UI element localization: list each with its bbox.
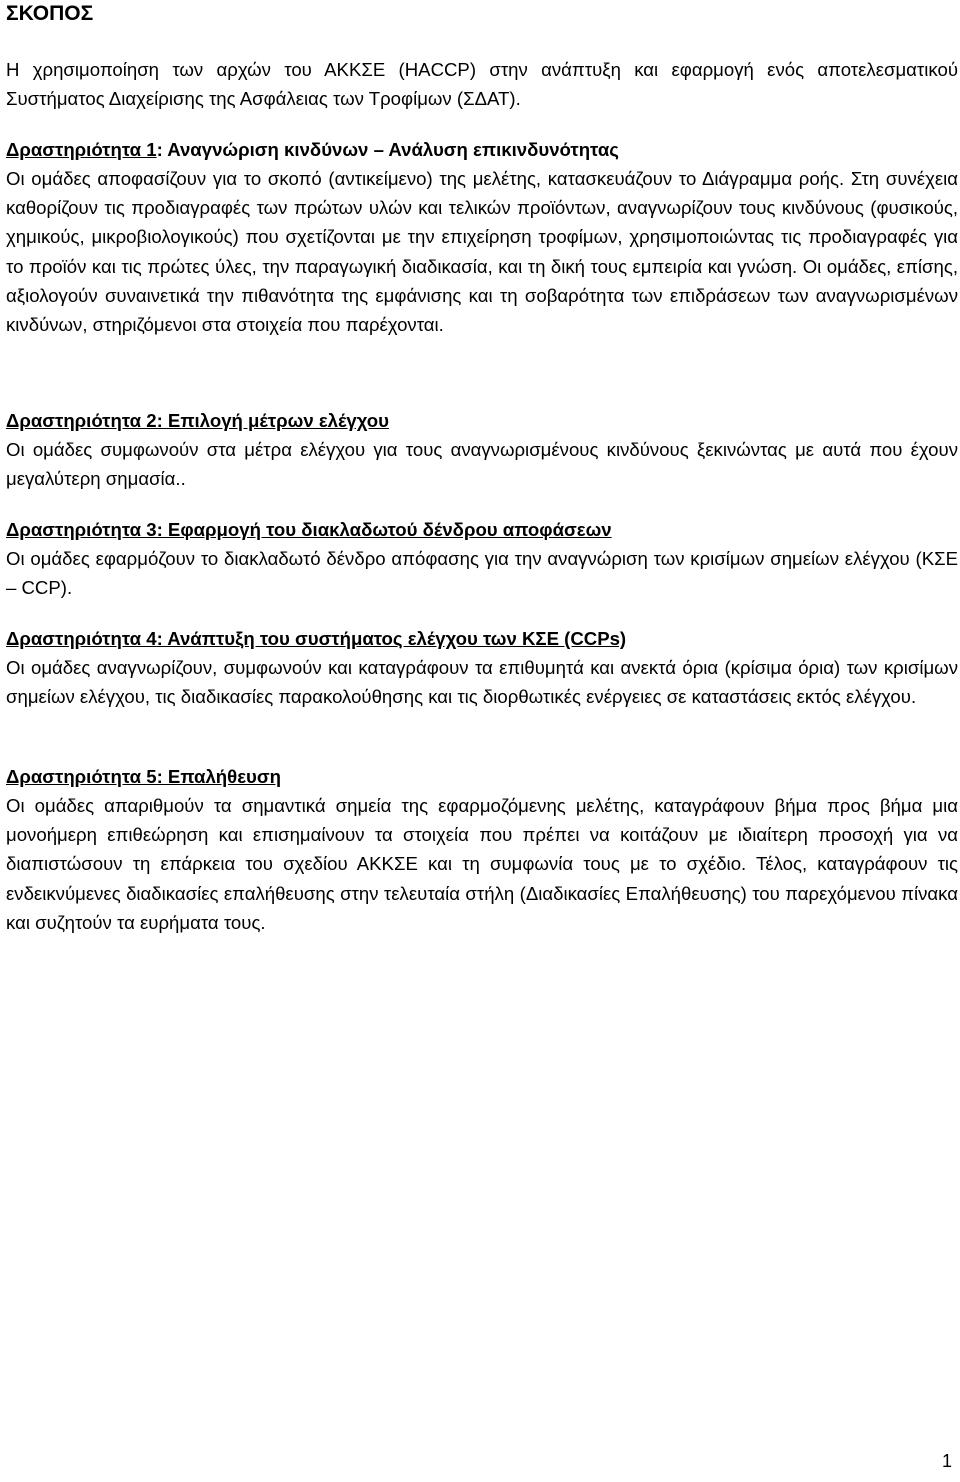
activity-3-heading bbox=[6, 515, 612, 544]
page-title: ΣΚΟΠΟΣ bbox=[6, 2, 94, 25]
activity-3-title: : Εφαρμογή του διακλαδωτού δένδρου αποφάσεων bbox=[156, 519, 612, 540]
activity-1-heading bbox=[6, 135, 619, 164]
activity-4-label: Δραστηριότητα 4 bbox=[6, 628, 157, 649]
activity-5-label: Δραστηριότητα 5 bbox=[6, 766, 157, 787]
activity-5-body: Οι ομάδες απαριθμούν τα σημαντικά σημεία της εφαρμοζόμενης μελέτης, καταγράφουν βήμα προς βήμα μια μονοήμερη επιθεώρηση και επισημαίνουν τα στοιχεία που πρέπει να κοιτάζουν με ιδιαίτερη προσοχή για να διαπιστώσουν τη επάρκεια του σχεδίου ΑΚΚΣΕ και τη συμφωνία τους με το σχέδιο. Τέλος, καταγράφουν τις ενδεικνύμενες διαδικασίες επαλήθευσης στην τελευταία στήλη (Διαδικασίες Επαλήθευσης) του παρεχόμενου πίνακα και συζητούν τα ευρήματα τους. bbox=[6, 795, 958, 933]
activity-2-title: : Επιλογή μέτρων ελέγχου bbox=[156, 410, 389, 431]
activity-3-body: Οι ομάδες εφαρμόζουν το διακλαδωτό δένδρο απόφασης για την αναγνώριση των κρισίμων σημείων ελέγχου (ΚΣΕ – CCP). bbox=[6, 548, 958, 599]
activity-2-body: Οι ομάδες συμφωνούν στα μέτρα ελέγχου για τους αναγνωρισμένους κινδύνους ξεκινώντας με αυτά που έχουν μεγαλύτερη σημασία.. bbox=[6, 439, 958, 490]
activity-4-body: Οι ομάδες αναγνωρίζουν, συμφωνούν και καταγράφουν τα επιθυμητά και ανεκτά όρια (κρίσιμα όρια) των κρισίμων σημείων ελέγχου, τις διαδικασίες παρακολούθησης και τις διορθωτικές ενέργειες σε καταστάσεις εκτός ελέγχου. bbox=[6, 657, 958, 708]
intro-paragraph: Η χρησιμοποίηση των αρχών του ΑΚΚΣΕ (HACCP) στην ανάπτυξη και εφαρμογή ενός αποτελεσματικού Συστήματος Διαχείρισης της Ασφάλειας των Τροφίμων (ΣΔΑΤ). bbox=[6, 59, 958, 110]
activity-1-body: Οι ομάδες αποφασίζουν για το σκοπό (αντικείμενο) της μελέτης, κατασκευάζουν το Διάγραμμα ροής. Στη συνέχεια καθορίζουν τις προδιαγραφές των πρώτων υλών και τελικών προϊόντων, αναγνωρίζουν τους κινδύνους (φυσικούς, χημικούς, μικροβιολογικούς) που σχετίζονται με την επιχείρηση τροφίμων, χρησιμοποιώντας τις προδιαγραφές για το προϊόν και τις πρώτες ύλες, την παραγωγική διαδικασία, και τη δική τους εμπειρία και γνώση. Οι ομάδες, επίσης, αξιολογούν συναινετικά την πιθανότητα της εμφάνισης και τη σοβαρότητα των επιδράσεων των αναγνωρισμένων κινδύνων, στηριζόμενοι στα στοιχεία που παρέχονται. bbox=[6, 168, 958, 336]
activity-1-title: : Αναγνώριση κινδύνων – Ανάλυση επικινδυνότητας bbox=[156, 139, 619, 160]
activity-5-title: : Επαλήθευση bbox=[156, 766, 281, 787]
activity-5-heading bbox=[6, 762, 281, 791]
activity-1-label: Δραστηριότητα 1 bbox=[6, 139, 157, 160]
activity-4-heading bbox=[6, 624, 626, 653]
page-number: 1 bbox=[941, 1451, 952, 1471]
activity-4-title: : Ανάπτυξη του συστήματος ελέγχου των ΚΣΕ (CCPs) bbox=[156, 628, 627, 649]
activity-2-label: Δραστηριότητα 2 bbox=[6, 410, 157, 431]
activity-2-heading bbox=[6, 406, 389, 435]
activity-3-label: Δραστηριότητα 3 bbox=[6, 519, 157, 540]
